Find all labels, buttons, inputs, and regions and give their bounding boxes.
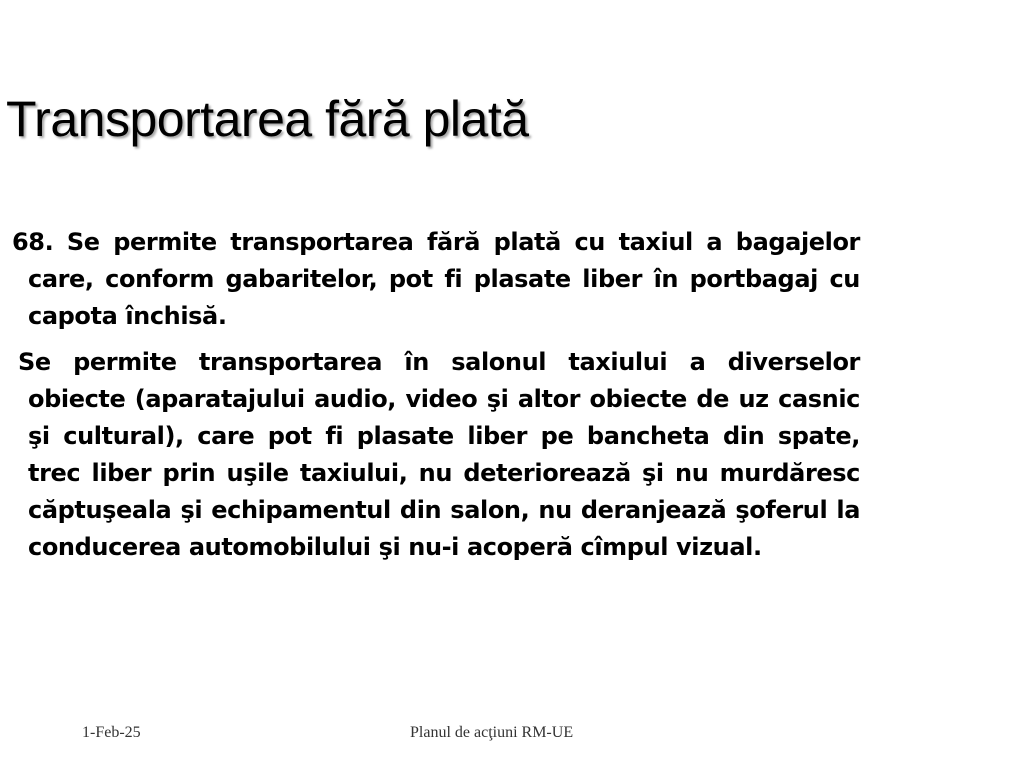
slide-body: [12, 224, 860, 566]
paragraph-item-68: 68. Se permite transportarea fără plată cu taxiul a bagajelor care, conform gabaritelor, pot fi plasate liber în portbagaj cu capota închisă.: [12, 228, 860, 330]
footer-date: 1-Feb-25: [82, 724, 141, 741]
slide-title: Transportarea fără plată: [6, 91, 529, 147]
paragraph-salon-transport: Se permite transportarea în salonul taxiului a diverselor obiecte (aparatajului audio, video şi altor obiecte de uz casnic şi cultural), care pot fi plasate liber pe bancheta din spate, trec liber prin uşile taxiului, nu deteriorează şi nu murdăresc căptuşeala şi echipamentul din salon, nu deranjează şoferul la conducerea automobilului şi nu-i acoperă cîmpul vizual.: [18, 348, 860, 561]
footer-center-text: Planul de acţiuni RM-UE: [410, 724, 574, 741]
